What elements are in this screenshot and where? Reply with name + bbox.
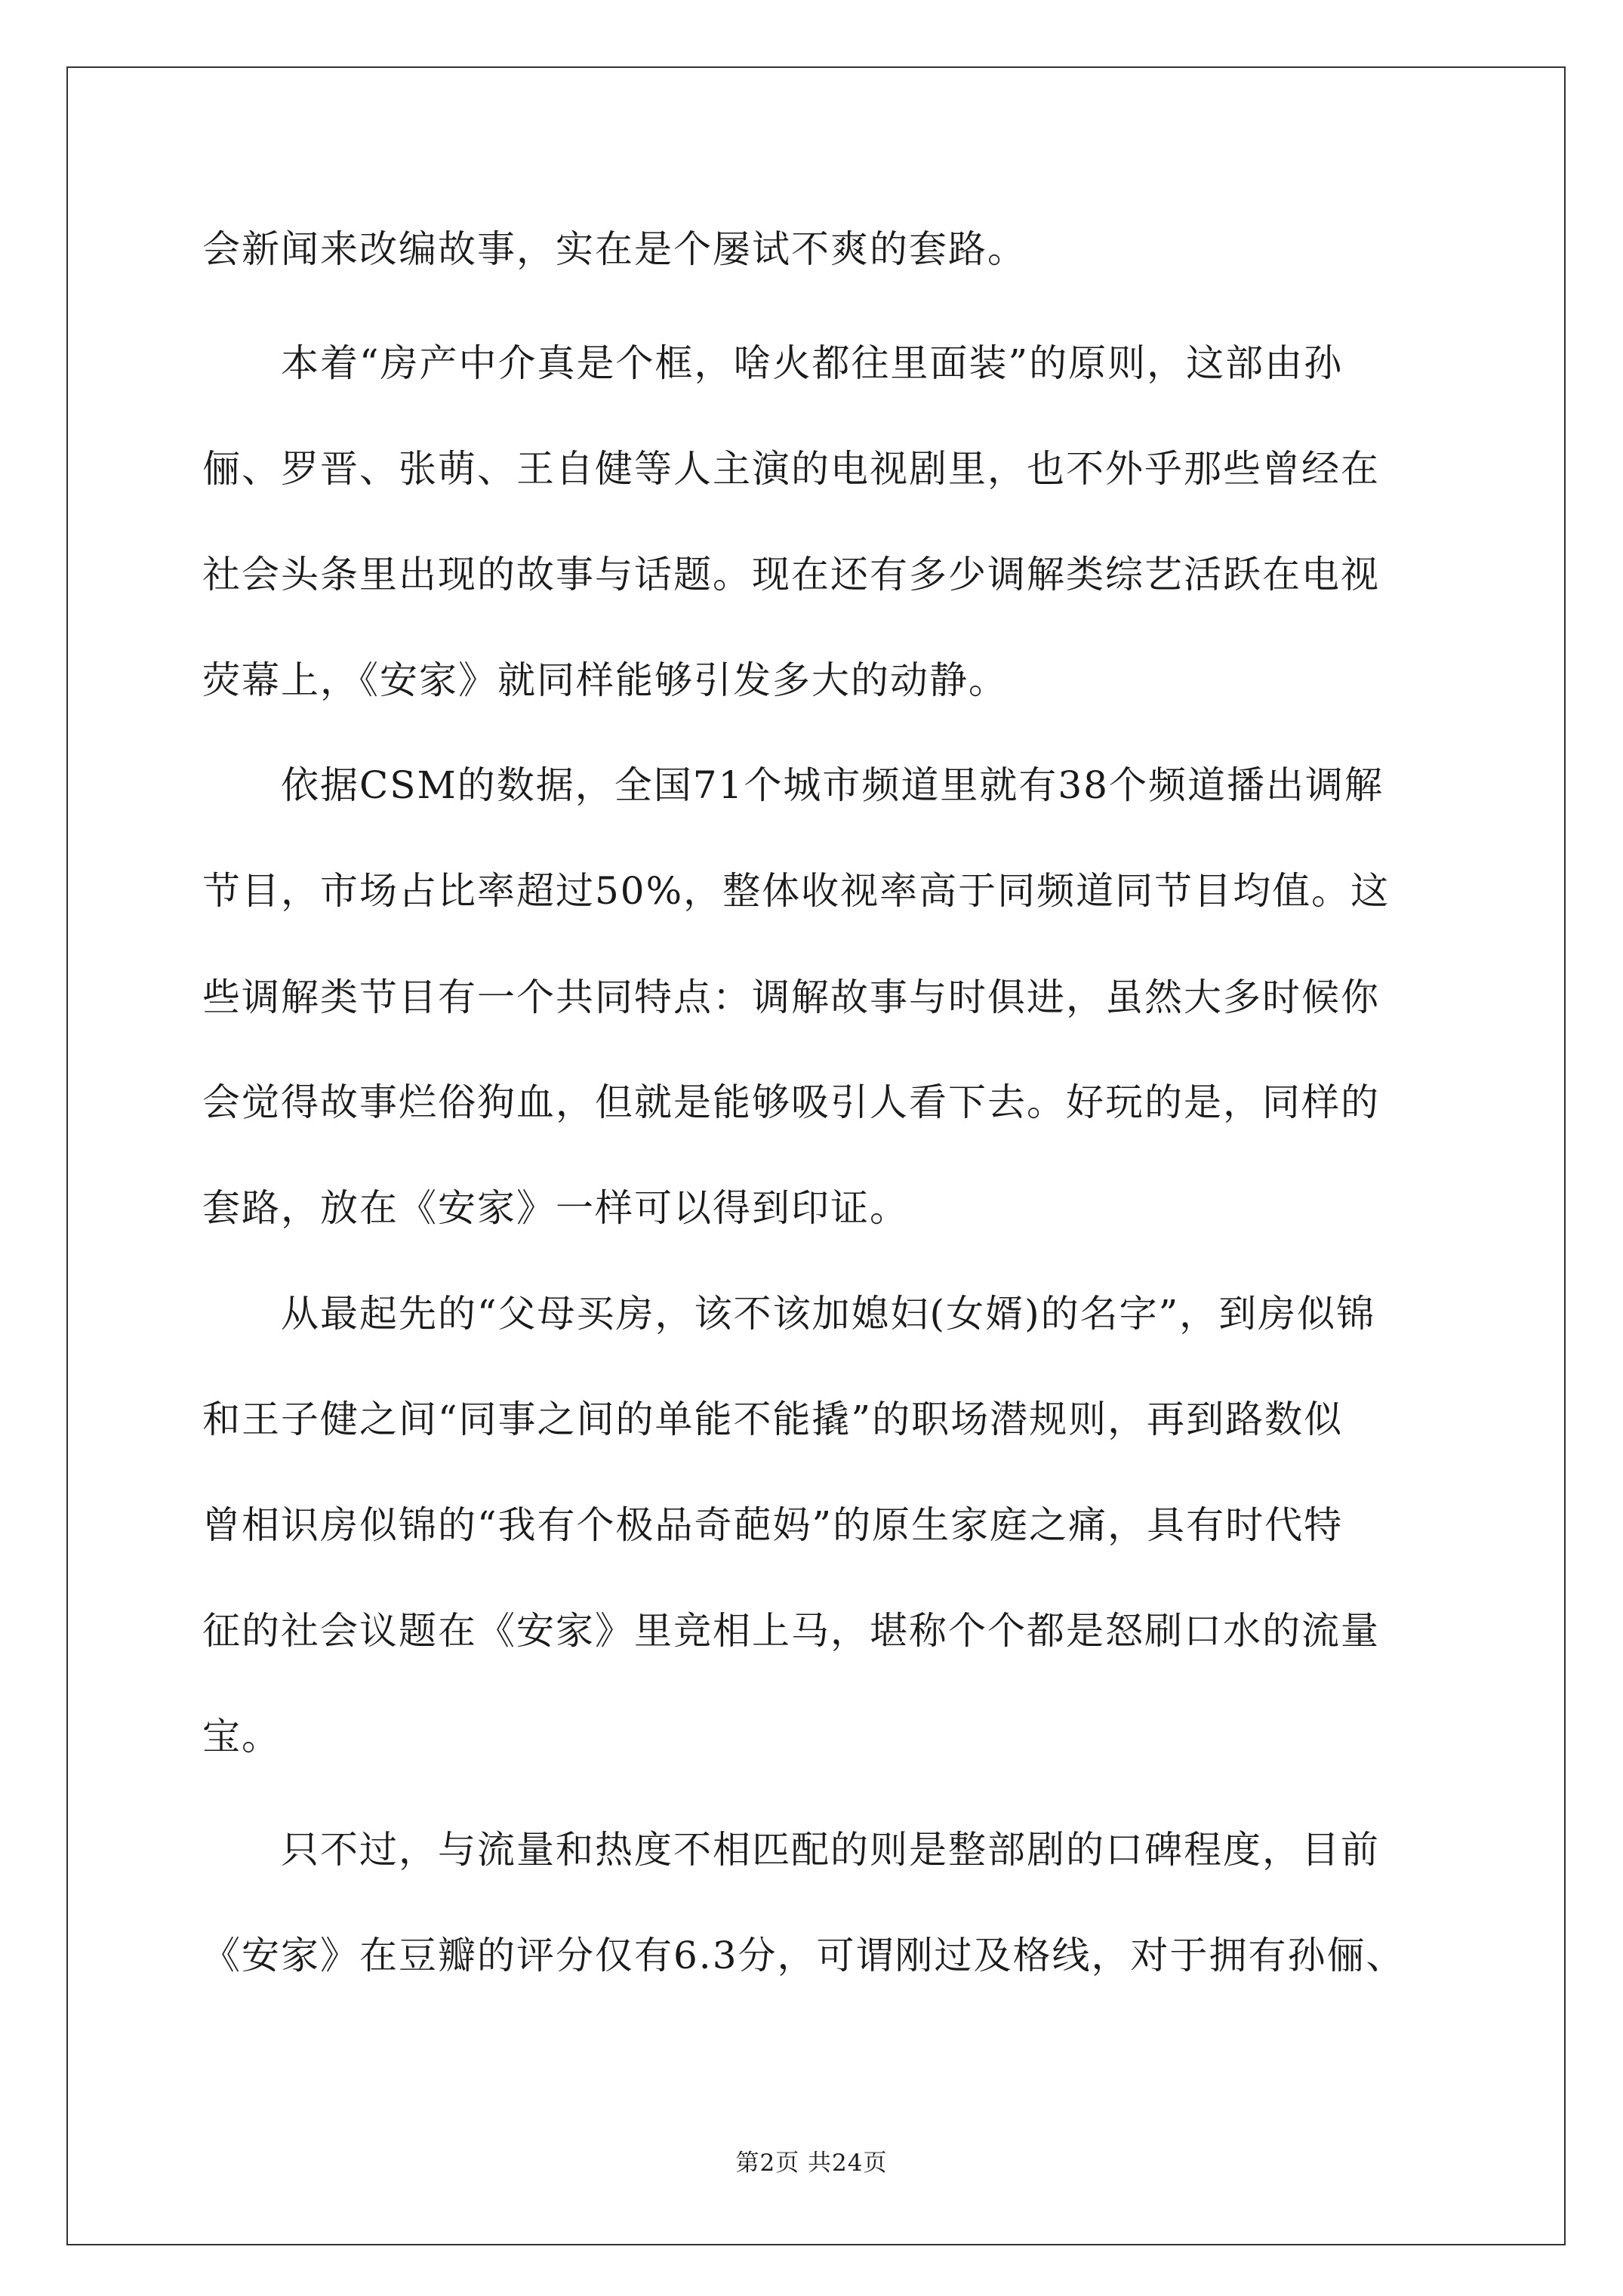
paragraph-first-line: 只不过，与流量和热度不相匹配的则是整部剧的口碑程度，目前 <box>281 1828 1380 1872</box>
text-line: 曾相识房似锦的“我有个极品奇葩妈”的原生家庭之痛，具有时代特 <box>202 1503 1344 1547</box>
page-border <box>66 66 1566 2245</box>
text-line: 俪、罗晋、张萌、王自健等人主演的电视剧里，也不外乎那些曾经在 <box>202 447 1380 491</box>
paragraph-first-line: 从最起先的“父母买房，该不该加媳妇(女婿)的名字”，到房似锦 <box>281 1292 1376 1336</box>
text-line: 荧幕上，《安家》就同样能够引发多大的动静。 <box>202 658 1008 702</box>
text-line: 套路，放在《安家》一样可以得到印证。 <box>202 1186 909 1230</box>
text-line: 和王子健之间“同事之间的单能不能撬”的职场潜规则，再到路数似 <box>202 1398 1344 1441</box>
page-number-footer: 第2页 共24页 <box>735 2150 888 2177</box>
text-line: 社会头条里出现的故事与话题。现在还有多少调解类综艺活跃在电视 <box>202 553 1380 596</box>
paragraph-first-line: 依据CSM的数据，全国71个城市频道里就有38个频道播出调解 <box>281 763 1384 807</box>
paragraph-first-line: 本着“房产中介真是个框，啥火都往里面装”的原则，这部由孙 <box>281 341 1344 385</box>
text-line: 宝。 <box>202 1715 281 1758</box>
text-line: 些调解类节目有一个共同特点：调解故事与时俱进，虽然大多时候你 <box>202 975 1380 1019</box>
text-line: 征的社会议题在《安家》里竞相上马，堪称个个都是怒刷口水的流量 <box>202 1609 1380 1653</box>
text-line: 会觉得故事烂俗狗血，但就是能够吸引人看下去。好玩的是，同样的 <box>202 1080 1380 1124</box>
text-line: 会新闻来改编故事，实在是个屡试不爽的套路。 <box>202 227 1027 271</box>
text-line: 《安家》在豆瓣的评分仅有6.3分，可谓刚过及格线，对于拥有孙俪、 <box>202 1934 1406 1977</box>
text-line: 节目，市场占比率超过50%，整体收视率高于同频道同节目均值。这 <box>202 869 1390 913</box>
